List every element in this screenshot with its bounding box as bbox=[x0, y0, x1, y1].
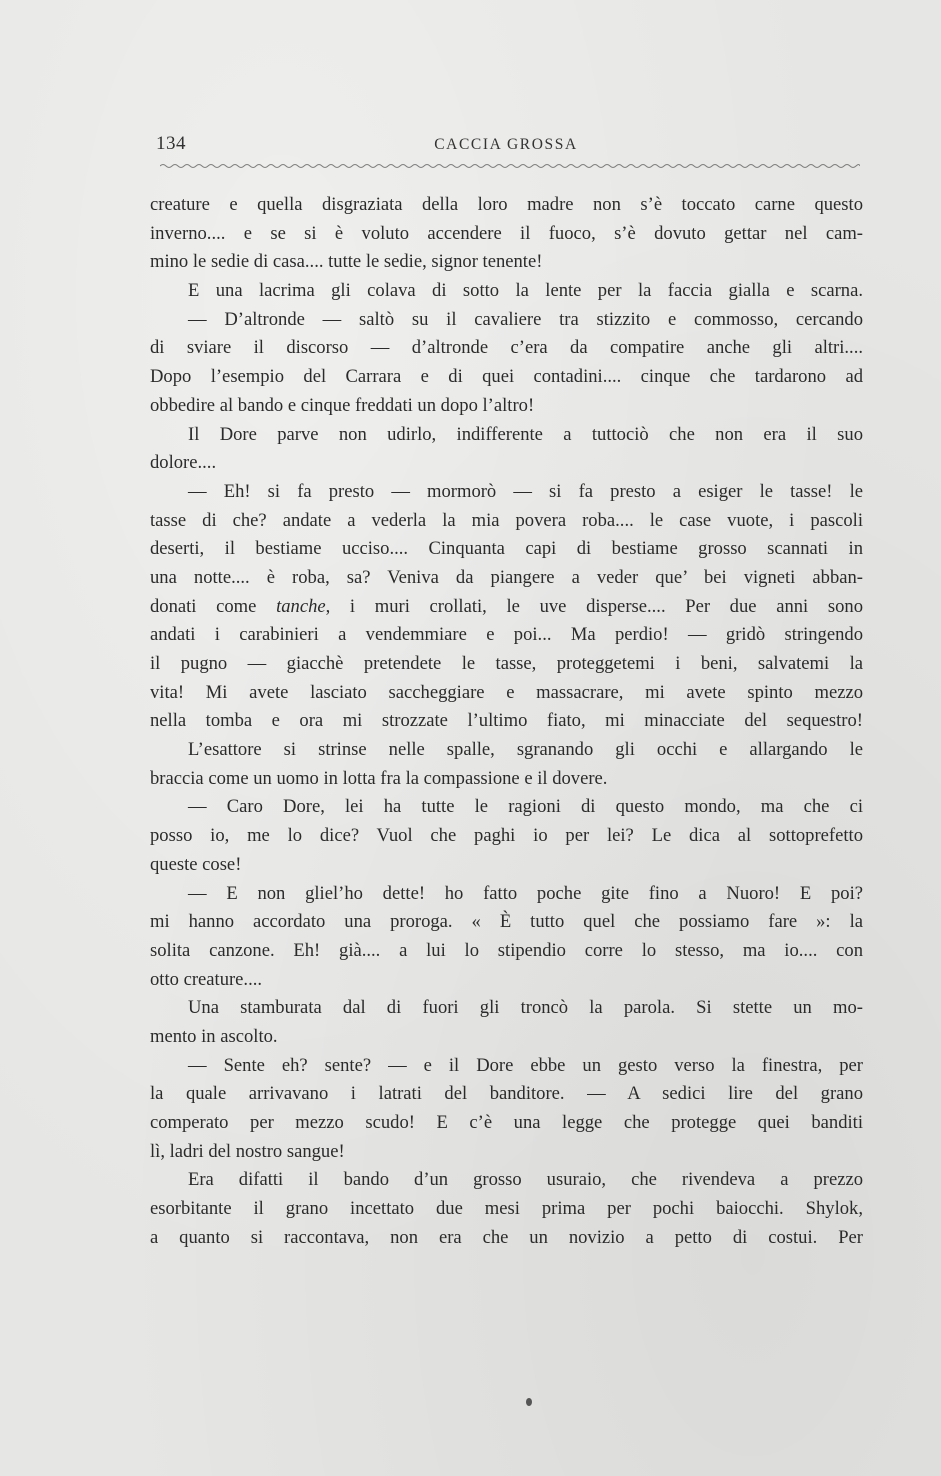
text-line: vita! Mi avete lasciato saccheggiare e massacrare, mi avete spinto mezzo bbox=[150, 681, 863, 703]
text-line: inverno.... e se si è voluto accendere il fuoco, s’è dovuto gettar nel cam- bbox=[150, 222, 863, 244]
text-line: — E non gliel’ho dette! ho fatto poche gite fino a Nuoro! E poi? bbox=[188, 882, 863, 904]
text-line: mino le sedie di casa.... tutte le sedie, signor tenente! bbox=[150, 251, 543, 273]
text-line: posso io, me lo dice? Vuol che paghi io per lei? Le dica al sottoprefetto bbox=[150, 825, 863, 847]
text-line: dolore.... bbox=[150, 452, 217, 474]
text-line: la quale arrivavano i latrati del banditore. — A sedici lire del grano bbox=[150, 1083, 863, 1105]
text-line: Era difatti il bando d’un grosso usuraio, che rivendeva a prezzo bbox=[188, 1169, 863, 1191]
emphasis: tanche bbox=[276, 595, 326, 617]
text-line: tasse di che? andate a vederla la mia povera roba.... le case vuote, i pascoli bbox=[150, 509, 863, 531]
text-line: Dopo l’esempio del Carrara e di quei contadini.... cinque che tardarono ad bbox=[150, 366, 863, 388]
text-line: di sviare il discorso — d’altronde c’era da compatire anche gli altri.... bbox=[150, 337, 863, 359]
text-line: deserti, il bestiame ucciso.... Cinquanta capi di bestiame grosso scannati in bbox=[150, 538, 863, 560]
text-line: mento in ascolto. bbox=[150, 1025, 278, 1047]
text-line: una notte.... è roba, sa? Veniva da piangere a veder que’ bei vigneti abban- bbox=[150, 566, 863, 588]
text-line: il pugno — giacchè pretendete le tasse, proteggetemi i beni, salvatemi la bbox=[150, 653, 863, 674]
text-line: esorbitante il grano incettato due mesi prima per pochi baiocchi. Shylok, bbox=[150, 1198, 863, 1220]
text-line: lì, ladri del nostro sangue! bbox=[150, 1140, 345, 1162]
text-line: Il Dore parve non udirlo, indifferente a tuttociò che non era il suo bbox=[188, 423, 863, 445]
text-line: E una lacrima gli colava di sotto la lente per la faccia gialla e scarna. bbox=[188, 280, 863, 302]
running-head bbox=[152, 133, 860, 159]
text-line: solita canzone. Eh! già.... a lui lo stipendio corre lo stesso, ma io.... con bbox=[150, 939, 863, 961]
text-line: andati i carabinieri a vendemmiare e poi... Ma perdio! — gridò stringendo bbox=[150, 624, 863, 646]
text-line: — Caro Dore, lei ha tutte le ragioni di questo mondo, ma che ci bbox=[188, 796, 863, 818]
ink-speck bbox=[526, 1398, 532, 1406]
text-line: a quanto si raccontava, non era che un novizio a petto di costui. Per bbox=[150, 1226, 863, 1248]
page-number: 134 bbox=[156, 133, 186, 154]
text-line: comperato per mezzo scudo! E c’è una legge che protegge quei banditi bbox=[150, 1112, 863, 1133]
text-line: — D’altronde — saltò su il cavaliere tra stizzito e commosso, cercando bbox=[188, 308, 863, 330]
text-line: — Eh! si fa presto — mormorò — si fa presto a esiger le tasse! le bbox=[188, 480, 863, 502]
text-line: nella tomba e ora mi strozzate l’ultimo fiato, mi minacciate del sequestro! bbox=[150, 710, 863, 732]
text-line: mi hanno accordato una proroga. « È tutto quel che possiamo fare »: la bbox=[150, 911, 863, 933]
text-line: otto creature.... bbox=[150, 968, 263, 990]
text-line: L’esattore si strinse nelle spalle, sgranando gli occhi e allargando le bbox=[188, 739, 863, 761]
header-wavy-rule bbox=[160, 162, 860, 170]
text-line: braccia come un uomo in lotta fra la compassione e il dovere. bbox=[150, 767, 608, 789]
text-line: — Sente eh? sente? — e il Dore ebbe un gesto verso la finestra, per bbox=[188, 1054, 863, 1076]
text-line: Una stamburata dal di fuori gli troncò la parola. Si stette un mo- bbox=[188, 997, 863, 1019]
text-line: queste cose! bbox=[150, 853, 242, 875]
body-text bbox=[150, 191, 863, 1252]
text-line: creature e quella disgraziata della loro madre non s’è toccato carne questo bbox=[150, 194, 863, 215]
text-line: donati come tanche, i muri crollati, le uve disperse.... Per due anni sono bbox=[150, 595, 863, 617]
text-line: obbedire al bando e cinque freddati un dopo l’altro! bbox=[150, 394, 535, 416]
running-title: CACCIA GROSSA bbox=[434, 136, 578, 153]
